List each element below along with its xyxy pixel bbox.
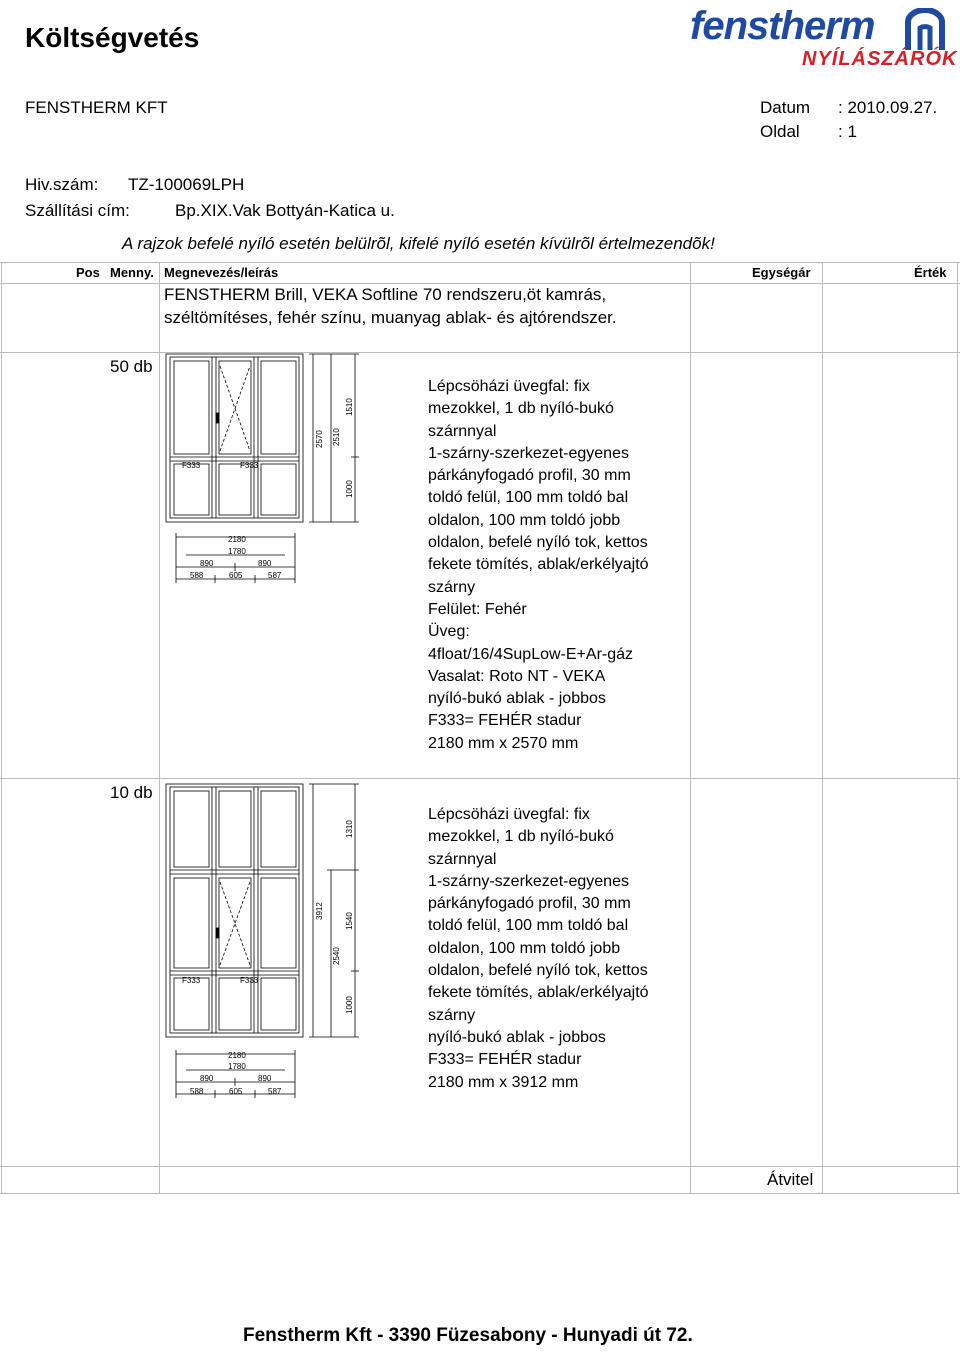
item-1-height-bottom: 1000: [345, 480, 354, 498]
item-2-width-total: 2180: [228, 1051, 246, 1060]
item-2-height-top: 1310: [345, 820, 354, 838]
item-2-seg-3: 587: [268, 1087, 282, 1096]
col-unit-price: Egységár: [752, 265, 811, 280]
item-2-width-right: 890: [258, 1074, 272, 1083]
item-1-seg-3: 587: [268, 571, 282, 580]
logo-wordmark: fenstherm: [690, 4, 875, 48]
item-1-color-right: F333: [240, 461, 259, 470]
item-1-seg-1: 588: [190, 571, 204, 580]
drawing-note: A rajzok befelé nyíló esetén belülrõl, kifelé nyíló esetén kívülrõl értelmezendõk!: [122, 234, 715, 253]
reference-value: TZ-100069LPH: [128, 175, 245, 194]
col-pos: Pos: [76, 265, 100, 280]
table-right-border: [957, 262, 958, 1194]
page-value: : 1: [838, 122, 857, 141]
item-1-quantity: 50 db: [110, 357, 153, 376]
intro-line-1: FENSTHERM Brill, VEKA Softline 70 rendszeru,öt kamrás,: [164, 285, 607, 304]
footer-address: Fenstherm Kft - 3390 Füzesabony - Hunyadi út 72.: [243, 1325, 693, 1346]
table-top-rule: [0, 262, 960, 263]
logo-subtitle: NYÍLÁSZÁRÓK: [802, 48, 958, 70]
intro-row-rule: [0, 352, 960, 353]
item-2-description: Lépcsöházi üvegfal: fix mezokkel, 1 db nyíló-bukó szárnnyal 1-szárny-szerkezet-egyenes párkányfogadó profil, 30 mm toldó felül, 100 mm toldó bal oldalon, 100 mm toldó jobb oldalon, befelé nyíló tok, kettos fekete tömítés, ablak/erkélyajtó szárny nyíló-bukó ablak - jobbos F333= FEHÉR stadur 2180 mm x 3912 mm: [428, 806, 649, 1091]
page-title: Költségvetés: [25, 22, 200, 53]
item-2-height-inner: 2540: [332, 947, 341, 965]
item-1-width-left: 890: [200, 559, 214, 568]
item-2-width-inner: 1780: [228, 1062, 246, 1071]
item-2-quantity: 10 db: [110, 783, 153, 802]
reference-label: Hiv.szám:: [25, 175, 99, 194]
item1-row-rule: [0, 778, 960, 779]
table-left-border: [1, 262, 2, 1194]
item-1-description: Lépcsöházi üvegfal: fix mezokkel, 1 db nyíló-bukó szárnnyal 1-szárny-szerkezet-egyenes párkányfogadó profil, 30 mm toldó felül, 100 mm toldó bal oldalon, 100 mm toldó jobb oldalon, befelé nyíló tok, kettos fekete tömítés, ablak/erkélyajtó szárny Felület: Fehér Üveg: 4float/16/4SupLow-E+Ar-gáz Vasalat: Roto NT - VEKA nyíló-bukó ablak - jobbos F333= FEHÉR stadur 2180 mm x 2570 mm: [428, 378, 649, 752]
item-2-height-total: 3912: [315, 902, 324, 920]
desc-column-border: [690, 262, 691, 1194]
intro-line-2: széltömítéses, fehér színu, muanyag ablak- és ajtórendszer.: [164, 308, 617, 327]
table-header-rule: [0, 283, 960, 284]
carry-over-label: Átvitel: [767, 1170, 814, 1189]
item-1-width-inner: 1780: [228, 547, 246, 556]
date-label: Datum: [760, 98, 811, 117]
address-value: Bp.XIX.Vak Bottyán-Katica u.: [175, 201, 395, 220]
item-2-color-left: F333: [182, 976, 201, 985]
item-1-height-inner: 2510: [332, 428, 341, 446]
item2-row-rule: [0, 1166, 960, 1167]
page-label: Oldal: [760, 122, 800, 141]
item-2-seg-1: 588: [190, 1087, 204, 1096]
item-2-window-drawing: [160, 780, 375, 1105]
col-value: Érték: [914, 265, 947, 280]
date-value: : 2010.09.27.: [838, 98, 938, 117]
item-2-color-right: F333: [240, 976, 259, 985]
price-column-border: [822, 262, 823, 1194]
item-1-height-total: 2570: [315, 430, 324, 448]
item-1-width-right: 890: [258, 559, 272, 568]
fenstherm-logo: [690, 4, 958, 78]
item-1-seg-2: 605: [229, 571, 243, 580]
address-label: Szállítási cím:: [25, 201, 130, 220]
item-2-width-left: 890: [200, 1074, 214, 1083]
item-1-height-top: 1510: [345, 398, 354, 416]
item-2-height-mid: 1540: [345, 912, 354, 930]
company-name: FENSTHERM KFT: [25, 98, 168, 117]
item-2-height-bottom: 1000: [345, 996, 354, 1014]
table-bottom-rule: [0, 1193, 960, 1194]
item-1-width-total: 2180: [228, 535, 246, 544]
item-1-window-drawing: [160, 350, 375, 590]
item-2-seg-2: 605: [229, 1087, 243, 1096]
col-qty: Menny.: [110, 265, 154, 280]
window-logo-icon: [900, 8, 950, 52]
col-description: Megnevezés/leírás: [164, 265, 279, 280]
item-1-color-left: F333: [182, 461, 201, 470]
